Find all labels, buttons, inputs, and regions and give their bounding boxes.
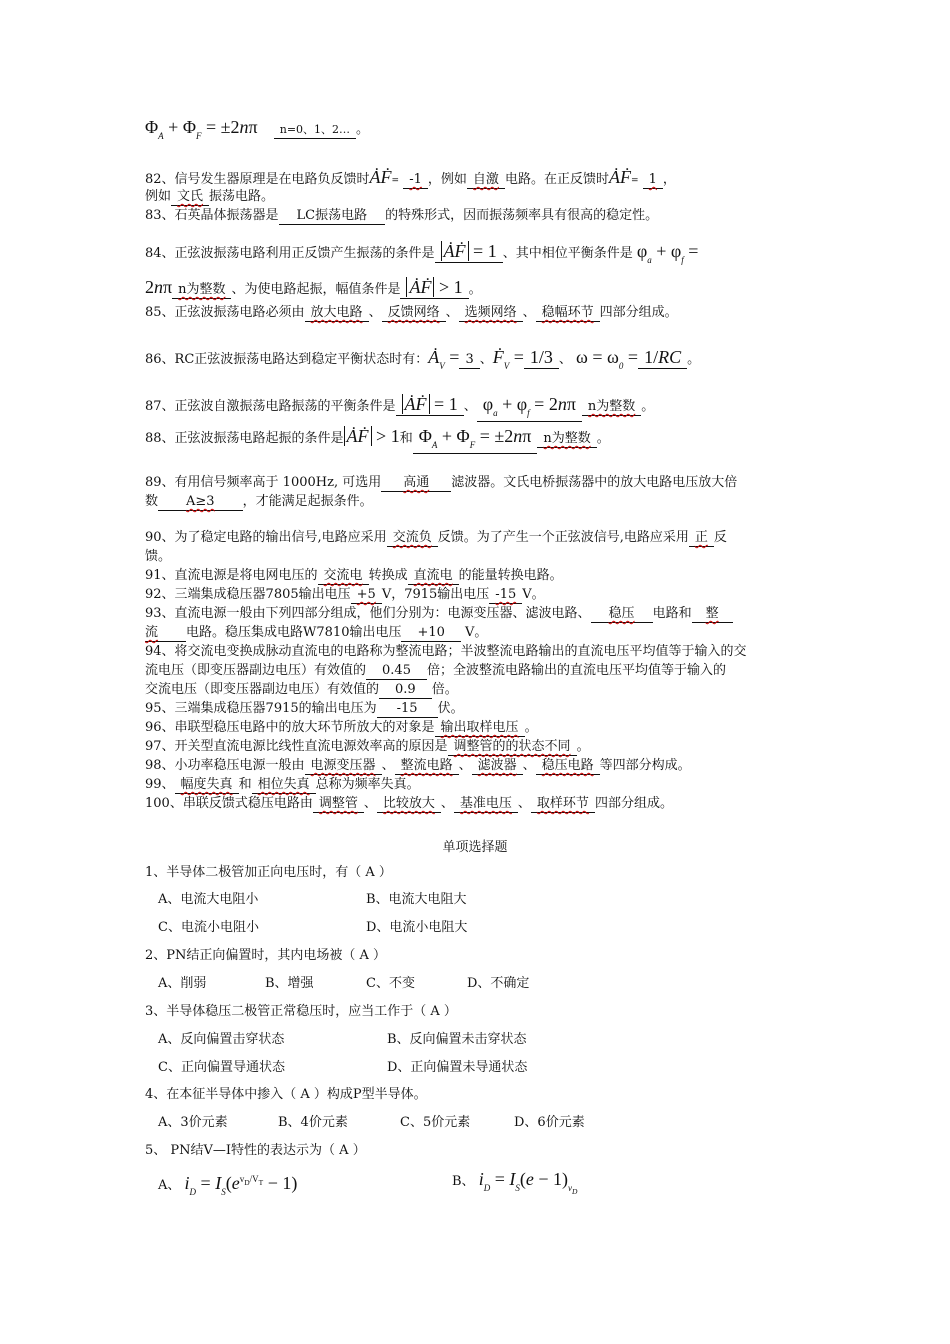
text: 等四部分构成。: [599, 758, 691, 773]
line-82: 82、信号发生器原理是在电路负反馈时ȦḞ= -1 ，例如 自激 电路。在正反馈时ȦḞ= 1 ，: [145, 167, 676, 187]
line-90b: [145, 548, 171, 566]
line-83: [145, 207, 658, 225]
text: 和: [238, 777, 252, 792]
answer-blank: n=0、1、2…: [274, 122, 356, 139]
text: 83、石英晶体振荡器是: [145, 208, 279, 223]
text: 、为使电路起振，幅值条件是: [231, 282, 401, 297]
option: D、不确定: [467, 976, 530, 991]
answer-blank: A≥3: [186, 494, 215, 509]
answer-blank: +5: [356, 587, 376, 602]
text: 98、小功率稳压电源一般由: [145, 758, 305, 773]
answer-blank: 交流电: [323, 568, 363, 583]
text: 滤波器。文氏电桥振荡器中的放大电路电压放大倍: [451, 475, 738, 490]
text: 流电压（即变压器副边电压）有效值的: [145, 663, 367, 678]
text: 总称为频率失真。: [315, 777, 420, 792]
answer-blank: 1: [648, 172, 657, 187]
question-stem: 2、PN结正向偏置时，其内电场被（ A ）: [145, 948, 387, 963]
text: 电路。稳压集成电路W7810输出电压: [186, 625, 402, 640]
text: 94、将交流电变换成脉动直流电的电路称为整流电路；半波整流电路输出的直流电压平均值等于输入的交: [145, 644, 747, 659]
answer-blank: 放大电路: [310, 305, 363, 320]
text: ，才能满足起振条件。: [242, 494, 373, 509]
line-84: 84、正弦波振荡电路利用正反馈产生振荡的条件是 ȦḞ = 1 、其中相位平衡条件是 $\varphi_a + \varphi_f$ =: [145, 241, 699, 265]
text: 交流电压（即变压器副边电压）有效值的: [145, 682, 380, 697]
text: 99、: [145, 777, 175, 792]
answer-blank: 3: [465, 352, 474, 367]
answer-blank: 幅度失真: [180, 777, 233, 792]
option-label: A、: [158, 1178, 181, 1193]
line-88: 88、正弦波振荡电路起振的条件是 ȦḞ > 1和 $\Phi_A + \Phi_F = \pm 2n\pi$ n为整数 。: [145, 427, 610, 454]
line-89: [145, 474, 737, 492]
diode-equation-a: $i_D = I_S(e^{v_D/V_T} - 1)$: [184, 1173, 298, 1197]
text: 电路和: [652, 606, 692, 621]
phase-sum-formula: $\Phi_A + \Phi_F = \pm 2n\pi$: [145, 117, 258, 141]
text: 振荡电路。: [209, 189, 275, 204]
af-formula: ȦḞ: [608, 167, 631, 187]
text: 96、串联型稳压电路中的放大环节所放大的对象是: [145, 720, 435, 735]
text: 88、正弦波振荡电路起振的条件是: [145, 431, 344, 446]
text: 转换成: [368, 568, 408, 583]
line-92: [145, 586, 545, 604]
answer-blank: 选频网络: [464, 305, 517, 320]
line-98: 98、小功率稳压电源一般由 电源变压器 、 整流电路 、 滤波器 、 稳压电路 等四部分构成。: [145, 758, 691, 773]
line-99: [145, 776, 420, 794]
text: 87、正弦波自激振荡电路振荡的平衡条件是: [145, 399, 396, 414]
answer-blank: 滤波器: [477, 758, 517, 773]
answer-blank: LC振荡电路: [296, 208, 368, 223]
option: C、5价元素: [400, 1115, 471, 1130]
option: A、削弱: [158, 976, 207, 991]
answer-blank: 稳幅环节: [541, 305, 594, 320]
line-85: 85、正弦波振荡电路必须由 放大电路 、 反馈网络 、 选频网络 、 稳幅环节 四部分组成。: [145, 305, 678, 320]
answer-blank: 整流电路: [400, 758, 453, 773]
text: 92、三端集成稳压器7805输出电压: [145, 587, 351, 602]
text: 四部分组成。: [599, 305, 678, 320]
text: 和: [399, 431, 413, 446]
text: V。: [522, 587, 545, 602]
answer-blank: 交流负: [392, 530, 432, 545]
text: V，7915输出电压: [381, 587, 490, 602]
line-93: [145, 605, 733, 623]
answer-blank: 0.45: [382, 663, 411, 678]
text: 例如: [145, 189, 172, 204]
answer-blank: n为整数: [178, 282, 226, 297]
line-97: [145, 738, 590, 756]
answer-blank: n为整数: [543, 431, 591, 446]
option: B、4价元素: [278, 1115, 348, 1130]
text: V。: [465, 625, 488, 640]
text: 四部分组成。: [594, 796, 673, 811]
answer-blank: 输出取样电压: [440, 720, 519, 735]
line-94b: [145, 662, 726, 680]
answer-blank: -15: [495, 587, 517, 602]
option: D、正向偏置未导通状态: [387, 1060, 528, 1075]
option: A、3价元素: [158, 1115, 228, 1130]
line-89b: [145, 493, 373, 511]
option: [452, 1170, 577, 1201]
text: 倍；全波整流电路输出的直流电压平均值等于输入的: [426, 663, 726, 678]
line-100: 100、串联反馈式稳压电路由 调整管 、 比较放大 、 基准电压 、 取样环节 四部分组成。: [145, 796, 673, 811]
text: 数: [145, 494, 159, 509]
answer-blank: 相位失真: [257, 777, 310, 792]
text: 的能量转换电路。: [458, 568, 563, 583]
answer-blank: -15: [396, 701, 418, 716]
answer-blank: 文氏: [177, 189, 204, 204]
line-87: 87、正弦波自激振荡电路振荡的平衡条件是 ȦḞ = 1 、 $\varphi_a + \varphi_f = 2n\pi$ n为整数 。: [145, 396, 654, 422]
answer-blank: +10: [417, 625, 445, 640]
answer-blank: 自激: [472, 172, 499, 187]
text: 85、正弦波振荡电路必须由: [145, 305, 305, 320]
text: 91、直流电源是将电网电压的: [145, 568, 318, 583]
text: 。: [524, 720, 538, 735]
question-stem: 3、半导体稳压二极管正常稳压时，应当工作于（ A ）: [145, 1004, 457, 1019]
line-95: [145, 700, 464, 718]
line-86: 86、RC正弦波振荡电路达到稳定平衡状态时有：$Ȧ_V = 3$ 、Ḟ$_V$ = 1/3 、 $\omega = \omega_0 = 1/RC$ 。: [145, 347, 701, 371]
line-93b: [145, 624, 487, 642]
option-label: B、: [452, 1174, 475, 1189]
diode-equation-b: $i_D = I_S(e - 1)_{v_D}$: [478, 1169, 578, 1196]
answer-blank: 正: [694, 530, 708, 545]
text: 86、RC正弦波振荡电路达到稳定平衡状态时有：: [145, 352, 429, 367]
option: A、电流大电阻小: [158, 892, 259, 907]
line-90: [145, 529, 727, 547]
answer-blank: n为整数: [587, 399, 636, 414]
option: [158, 1170, 297, 1201]
text: 90、为了稳定电路的输出信号,电路应采用: [145, 530, 387, 545]
text: 82、信号发生器原理是在电路负反馈时: [145, 172, 370, 187]
text: 89、有用信号频率高于 1000Hz, 可选用: [145, 475, 382, 490]
question-stem: 1、半导体二极管加正向电压时，有（ A ）: [145, 865, 392, 880]
option: A、反向偏置击穿状态: [158, 1032, 285, 1047]
line-96: [145, 719, 538, 737]
text: 84、正弦波振荡电路利用正反馈产生振荡的条件是: [145, 246, 435, 261]
option: D、电流小电阻大: [366, 920, 468, 935]
answer-blank: 稳压: [608, 606, 635, 621]
option: C、不变: [366, 976, 415, 991]
text: 倍。: [431, 682, 458, 697]
answer-blank: 整: [705, 606, 719, 621]
text: 电路。在正反馈时: [504, 172, 609, 187]
answer-blank: 反馈网络: [387, 305, 440, 320]
line-82b: [145, 188, 274, 206]
answer-blank: 流: [145, 625, 159, 640]
option: C、电流小电阻小: [158, 920, 259, 935]
option: B、反向偏置未击穿状态: [387, 1032, 527, 1047]
text: 。: [576, 739, 590, 754]
answer-blank: 稳压电路: [541, 758, 594, 773]
answer-blank: 电源变压器: [310, 758, 376, 773]
text: 反: [713, 530, 727, 545]
text: 100、串联反馈式稳压电路由: [145, 796, 313, 811]
text: 93、直流电源一般由下列四部分组成，他们分别为：电源变压器、滤波电路、: [145, 606, 591, 621]
answer-blank: 取样环节: [536, 796, 589, 811]
answer-blank: 调整管: [318, 796, 358, 811]
section-title: 单项选择题: [442, 840, 508, 855]
line-94: [145, 643, 747, 661]
line-84b: 2nπ n为整数 、为使电路起振，幅值条件是 ȦḞ > 1 。: [145, 277, 482, 297]
answer-blank: -1: [409, 172, 422, 187]
line-91: [145, 567, 563, 585]
text: 的特殊形式，因而振荡频率具有很高的稳定性。: [385, 208, 659, 223]
answer-blank: 调整管的的状态不同: [453, 739, 571, 754]
answer-blank: 直流电: [413, 568, 453, 583]
line-81: $\Phi_A + \Phi_F = \pm 2n\pi$ n=0、1、2… 。: [145, 117, 370, 141]
text: 97、开关型直流电源比线性直流电源效率高的原因是: [145, 739, 448, 754]
option: C、正向偏置导通状态: [158, 1060, 285, 1075]
af-formula: ȦḞ: [369, 167, 392, 187]
answer-blank: 高通: [403, 475, 430, 490]
line-94c: [145, 681, 458, 699]
text: 馈。: [145, 549, 172, 564]
text: 95、三端集成稳压器7915的输出电压为: [145, 701, 377, 716]
option: B、增强: [265, 976, 314, 991]
answer-blank: 比较放大: [382, 796, 435, 811]
text: 伏。: [437, 701, 464, 716]
text: 反馈。为了产生一个正弦波信号,电路应采用: [437, 530, 689, 545]
text: ，例如: [427, 172, 467, 187]
answer-blank: 0.9: [395, 682, 416, 697]
question-stem: 5、 PN结V—I特性的表达示为（ A ）: [145, 1143, 366, 1158]
question-stem: 4、在本征半导体中掺入（ A ）构成P型半导体。: [145, 1087, 427, 1102]
answer-blank: 基准电压: [459, 796, 512, 811]
option: B、电流大电阻大: [366, 892, 467, 907]
option: D、6价元素: [514, 1115, 585, 1130]
